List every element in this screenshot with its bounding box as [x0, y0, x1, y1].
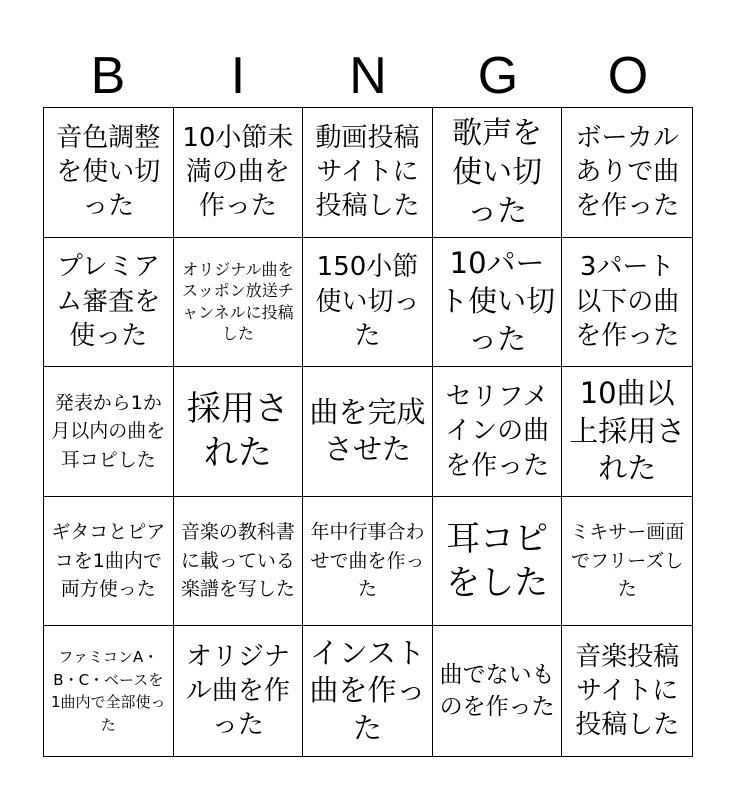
bingo-cell-text: ファミコンA・B・C・ベースを1曲内で全部使った	[51, 648, 166, 734]
bingo-cell[interactable]	[44, 108, 174, 238]
bingo-cell-text: ギタコとピアコを1曲内で両方使った	[51, 521, 166, 601]
bingo-cell[interactable]	[44, 626, 174, 756]
bingo-cell[interactable]	[174, 626, 304, 756]
bingo-cell[interactable]	[562, 626, 692, 756]
bingo-cell-text: 採用された	[186, 389, 289, 474]
bingo-cell[interactable]	[303, 497, 433, 627]
bingo-cell[interactable]	[44, 497, 174, 627]
header-letter-o: O	[607, 47, 649, 105]
bingo-cell[interactable]	[433, 367, 563, 497]
bingo-cell-text: 音楽の教科書に載っている楽譜を写した	[180, 521, 295, 601]
bingo-cell-text: 10小節未満の曲を作った	[182, 122, 294, 222]
bingo-cell-text: 10曲以上採用された	[569, 375, 686, 486]
bingo-cell-text: 発表から1か月以内の曲を耳コピした	[51, 391, 166, 471]
bingo-cell[interactable]	[174, 108, 304, 238]
header-letter-n: N	[349, 47, 387, 105]
bingo-cell-text: 音楽投稿サイトに投稿した	[575, 641, 680, 741]
bingo-cell-text: 3パート以下の曲を作った	[575, 252, 680, 352]
bingo-cell-text: 曲を完成させた	[309, 394, 426, 467]
bingo-cell-text: プレミアム審査を使った	[56, 252, 161, 352]
bingo-cell[interactable]	[433, 626, 563, 756]
bingo-cell-text: ミキサー画面でフリーズした	[570, 521, 685, 601]
bingo-cell[interactable]	[303, 626, 433, 756]
bingo-cell-text: インスト曲を作った	[309, 635, 426, 746]
bingo-cell-text: 音色調整を使い切った	[56, 122, 161, 222]
bingo-cell[interactable]	[562, 108, 692, 238]
bingo-cell[interactable]	[174, 238, 304, 368]
bingo-cell[interactable]	[174, 497, 304, 627]
bingo-cell-text: 動画投稿サイトに投稿した	[315, 122, 420, 222]
bingo-cell[interactable]	[44, 367, 174, 497]
bingo-cell-text: オリジナル曲をスッポン放送チャンネルに投稿した	[181, 259, 294, 344]
bingo-cell[interactable]	[433, 108, 563, 238]
bingo-cell[interactable]	[44, 238, 174, 368]
bingo-cell[interactable]	[562, 238, 692, 368]
bingo-cell-text: 年中行事合わせで曲を作った	[310, 521, 425, 601]
bingo-cell[interactable]	[433, 238, 563, 368]
header-letter-b: B	[90, 47, 126, 105]
bingo-cell[interactable]	[303, 238, 433, 368]
bingo-cell-text: 歌声を使い切った	[452, 115, 543, 229]
bingo-cell-text: ボーカルありで曲を作った	[575, 122, 680, 222]
bingo-cell-text: 10パート使い切った	[439, 246, 556, 356]
bingo-cell[interactable]	[303, 367, 433, 497]
bingo-cell[interactable]	[303, 108, 433, 238]
header-letter-g: G	[477, 47, 519, 105]
bingo-cell-text: 耳コピをした	[446, 518, 549, 604]
bingo-header	[43, 46, 693, 106]
header-letter-i: I	[230, 47, 246, 105]
bingo-cell-text: 150小節使い切った	[315, 252, 420, 352]
bingo-cell-text: オリジナル曲を作った	[185, 641, 290, 741]
bingo-cell[interactable]	[562, 367, 692, 497]
bingo-cell-text: 曲でないものを作った	[439, 662, 555, 721]
bingo-cell[interactable]	[174, 367, 304, 497]
bingo-cell-text: セリフメインの曲を作った	[445, 382, 550, 481]
bingo-card-grid	[43, 107, 693, 757]
bingo-cell[interactable]	[433, 497, 563, 627]
bingo-cell[interactable]	[562, 497, 692, 627]
